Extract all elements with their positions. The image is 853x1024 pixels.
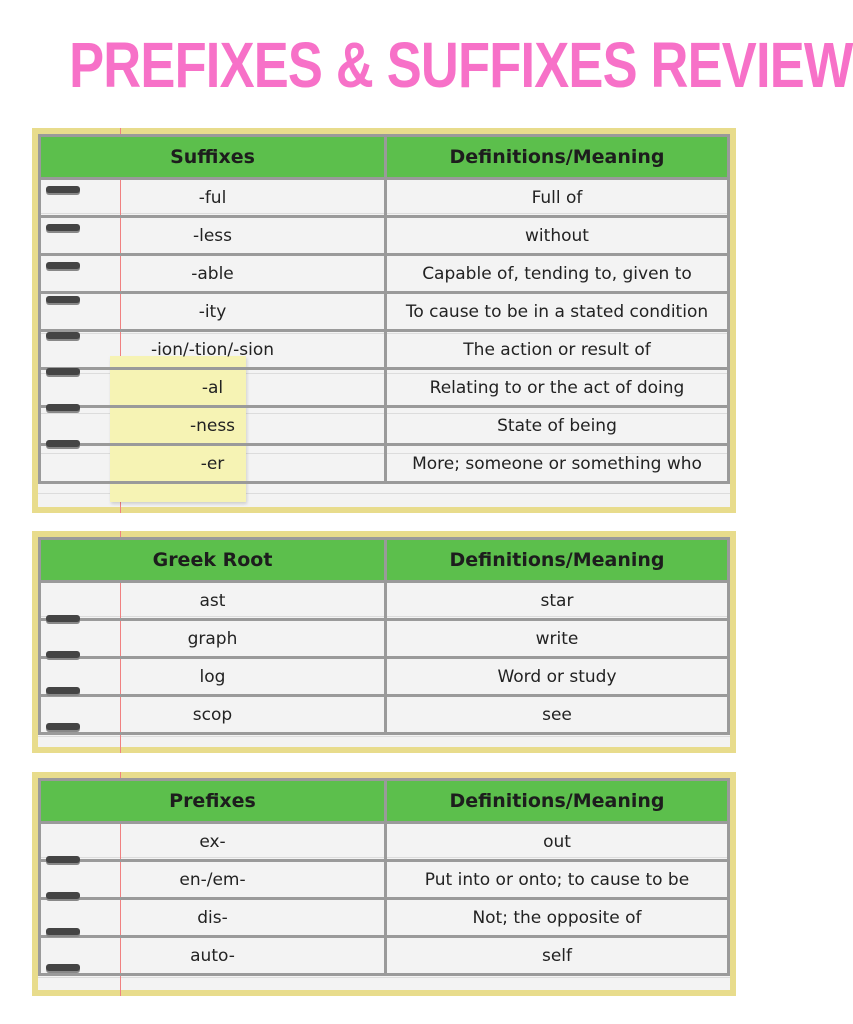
table-row: [40, 445, 729, 483]
spiral-ring-icon: [46, 892, 80, 899]
spiral-ring-icon: [46, 651, 80, 658]
table-row: [40, 217, 729, 255]
term-cell: -er: [40, 445, 386, 483]
term-cell: graph: [40, 620, 386, 658]
table-row: [40, 899, 729, 937]
definition-cell: without: [386, 217, 729, 255]
definition-cell: Capable of, tending to, given to: [386, 255, 729, 293]
spiral-ring-icon: [46, 404, 80, 411]
definition-cell: Word or study: [386, 658, 729, 696]
term-cell: en-/em-: [40, 861, 386, 899]
definition-cell: star: [386, 582, 729, 620]
column-header: Definitions/Meaning: [386, 136, 729, 179]
term-cell: auto-: [40, 937, 386, 975]
term-cell: -ity: [40, 293, 386, 331]
table-row: [40, 407, 729, 445]
definition-cell: Full of: [386, 179, 729, 217]
spiral-ring-icon: [46, 856, 80, 863]
definition-cell: More; someone or something who: [386, 445, 729, 483]
prefixes-panel: [32, 772, 736, 996]
table-row: [40, 582, 729, 620]
spiral-ring-icon: [46, 440, 80, 447]
spiral-ring-icon: [46, 964, 80, 971]
definition-cell: write: [386, 620, 729, 658]
definition-cell: Put into or onto; to cause to be: [386, 861, 729, 899]
table-row: [40, 620, 729, 658]
spiral-ring-icon: [46, 332, 80, 339]
suffixes-panel: [32, 128, 736, 513]
term-cell: -ness: [40, 407, 386, 445]
table-row: [40, 255, 729, 293]
spiral-ring-icon: [46, 262, 80, 269]
table-row: [40, 331, 729, 369]
definition-cell: State of being: [386, 407, 729, 445]
spiral-ring-icon: [46, 723, 80, 730]
table-row: [40, 696, 729, 734]
prefixes-table: [38, 778, 730, 976]
definition-cell: Relating to or the act of doing: [386, 369, 729, 407]
spiral-ring-icon: [46, 296, 80, 303]
table-row: [40, 179, 729, 217]
term-cell: dis-: [40, 899, 386, 937]
column-header: Prefixes: [40, 780, 386, 823]
spiral-ring-icon: [46, 368, 80, 375]
term-cell: ex-: [40, 823, 386, 861]
definition-cell: The action or result of: [386, 331, 729, 369]
greek-root-table: [38, 537, 730, 735]
column-header: Definitions/Meaning: [386, 539, 729, 582]
term-cell: -able: [40, 255, 386, 293]
table-header-row: [40, 780, 729, 823]
column-header: Suffixes: [40, 136, 386, 179]
table-header-row: [40, 136, 729, 179]
table-row: [40, 369, 729, 407]
spiral-ring-icon: [46, 928, 80, 935]
table-row: [40, 293, 729, 331]
table-row: [40, 823, 729, 861]
spiral-ring-icon: [46, 224, 80, 231]
column-header: Definitions/Meaning: [386, 780, 729, 823]
table-header-row: [40, 539, 729, 582]
term-cell: log: [40, 658, 386, 696]
term-cell: -al: [40, 369, 386, 407]
term-cell: ast: [40, 582, 386, 620]
definition-cell: Not; the opposite of: [386, 899, 729, 937]
table-row: [40, 861, 729, 899]
table-row: [40, 658, 729, 696]
page-title: PREFIXES & SUFFIXES REVIEW: [69, 29, 853, 101]
spiral-ring-icon: [46, 615, 80, 622]
table-row: [40, 937, 729, 975]
definition-cell: out: [386, 823, 729, 861]
suffixes-table: [38, 134, 730, 484]
definition-cell: To cause to be in a stated condition: [386, 293, 729, 331]
definition-cell: see: [386, 696, 729, 734]
spiral-ring-icon: [46, 186, 80, 193]
greek-root-panel: [32, 531, 736, 753]
definition-cell: self: [386, 937, 729, 975]
term-cell: scop: [40, 696, 386, 734]
term-cell: -ful: [40, 179, 386, 217]
spiral-ring-icon: [46, 687, 80, 694]
term-cell: -less: [40, 217, 386, 255]
column-header: Greek Root: [40, 539, 386, 582]
term-cell: -ion/-tion/-sion: [40, 331, 386, 369]
